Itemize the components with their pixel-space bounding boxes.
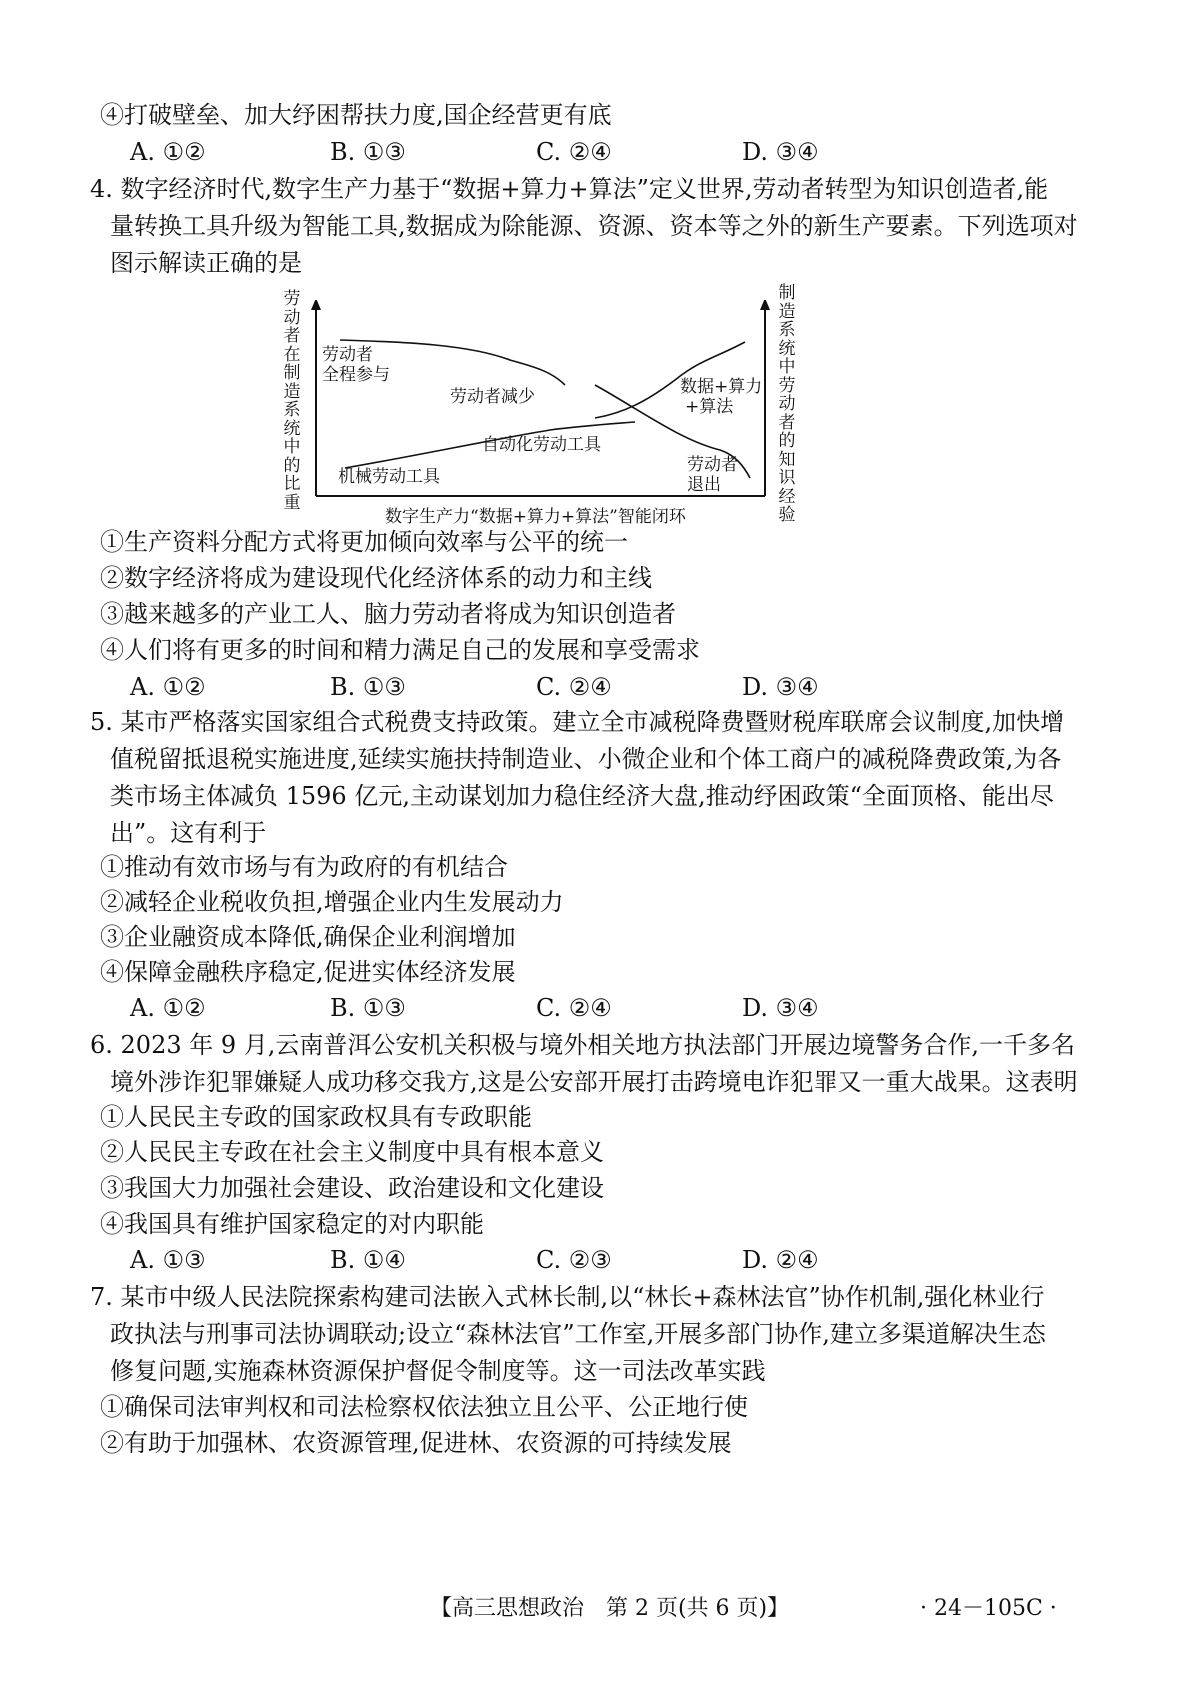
page-footer-center: 【高三思想政治 第 2 页(共 6 页)】 bbox=[430, 1596, 790, 1621]
question-6-item-3: ③我国大力加强社会建设、政治建设和文化建设 bbox=[100, 1174, 604, 1202]
page-footer-right: · 24－105C · bbox=[920, 1596, 1057, 1621]
diagram-y-axis-left-arrow bbox=[311, 300, 321, 310]
question-4-option-c: C. ②④ bbox=[536, 673, 612, 701]
label-full-participation-line-1: 劳动者 bbox=[322, 345, 373, 365]
label-data-compute-line-1: 数据+算力 bbox=[680, 377, 763, 397]
question-5-option-b: B. ①③ bbox=[330, 994, 406, 1022]
question-7-stem-line-2: 政执法与刑事司法协调联动;设立“森林法官”工作室,开展多部门协作,建立多渠道解决生态 bbox=[110, 1320, 1046, 1348]
question-6-option-b: B. ①④ bbox=[330, 1246, 406, 1274]
question-5-option-a: A. ①② bbox=[130, 994, 206, 1022]
question-3-option-a: A. ①② bbox=[130, 138, 206, 166]
label-full-participation-line-2: 全程参与 bbox=[322, 365, 390, 385]
question-4-option-a: A. ①② bbox=[130, 673, 206, 701]
question-3-item-4: ④打破壁垒、加大纾困帮扶力度,国企经营更有底 bbox=[100, 101, 612, 129]
question-5-stem-line-3: 类市场主体减负 1596 亿元,主动谋划加力稳住经济大盘,推动纾困政策“全面顶格、能出尽 bbox=[110, 782, 1054, 810]
question-4-item-1: ①生产资料分配方式将更加倾向效率与公平的统一 bbox=[100, 528, 628, 556]
question-5-options bbox=[130, 993, 1130, 1023]
diagram-left-axis-label: 劳动者在制造系统中的比重 bbox=[283, 289, 301, 513]
question-7-stem-line-1: 7. 某市中级人民法院探索构建司法嵌入式林长制,以“林长+森林法官”协作机制,强化林业行 bbox=[90, 1283, 1045, 1311]
question-5-option-d: D. ③④ bbox=[742, 994, 819, 1022]
label-labor-decrease: 劳动者减少 bbox=[450, 387, 535, 407]
question-4-item-3: ③越来越多的产业工人、脑力劳动者将成为知识创造者 bbox=[100, 600, 676, 628]
question-6-option-a: A. ①③ bbox=[130, 1246, 206, 1274]
question-7-stem-line-3: 修复问题,实施森林资源保护督促令制度等。这一司法改革实践 bbox=[110, 1357, 766, 1385]
question-4-item-2: ②数字经济将成为建设现代化经济体系的动力和主线 bbox=[100, 564, 652, 592]
question-6-option-c: C. ②③ bbox=[536, 1246, 612, 1274]
question-6-item-1: ①人民民主专政的国家政权具有专政职能 bbox=[100, 1103, 532, 1131]
question-5-stem-line-1: 5. 某市严格落实国家组合式税费支持政策。建立全市减税降费暨财税库联席会议制度,加快增 bbox=[90, 708, 1065, 736]
label-data-compute-line-2: +算法 bbox=[685, 397, 734, 417]
question-5-option-c: C. ②④ bbox=[536, 994, 612, 1022]
question-6-item-4: ④我国具有维护国家稳定的对内职能 bbox=[100, 1210, 484, 1238]
question-5-item-4: ④保障金融秩序稳定,促进实体经济发展 bbox=[100, 958, 516, 986]
question-7-item-1: ①确保司法审判权和司法检察权依法独立且公平、公正地行使 bbox=[100, 1393, 748, 1421]
diagram-right-axis-label: 制造系统中劳动者的知识经验 bbox=[778, 283, 796, 525]
question-6-options bbox=[130, 1245, 1130, 1275]
question-6-item-2: ②人民民主专政在社会主义制度中具有根本意义 bbox=[100, 1138, 604, 1166]
question-3-option-d: D. ③④ bbox=[742, 138, 819, 166]
question-4-option-d: D. ③④ bbox=[742, 673, 819, 701]
question-4-options bbox=[130, 672, 1130, 702]
question-5-item-1: ①推动有效市场与有为政府的有机结合 bbox=[100, 853, 508, 881]
label-labor-exit-line-1: 劳动者 bbox=[687, 455, 738, 475]
question-4-stem-line-2: 量转换工具升级为智能工具,数据成为除能源、资源、资本等之外的新生产要素。下列选项对 bbox=[110, 212, 1078, 240]
question-6-stem-line-1: 6. 2023 年 9 月,云南普洱公安机关积极与境外相关地方执法部门开展边境警务合作,一千多名 bbox=[90, 1031, 1076, 1059]
question-4-stem-line-3: 图示解读正确的是 bbox=[110, 249, 302, 277]
label-automation-tool: 自动化劳动工具 bbox=[482, 435, 601, 455]
diagram-canvas bbox=[310, 300, 910, 530]
question-5-stem-line-2: 值税留抵退税实施进度,延续实施扶持制造业、小微企业和个体工商户的减税降费政策,为各 bbox=[110, 745, 1062, 773]
question-7-item-2: ②有助于加强林、农资源管理,促进林、农资源的可持续发展 bbox=[100, 1429, 732, 1457]
question-3-options bbox=[130, 137, 1130, 167]
question-4-stem-line-1: 4. 数字经济时代,数字生产力基于“数据+算力+算法”定义世界,劳动者转型为知识创造者,能 bbox=[90, 175, 1049, 203]
question-5-item-2: ②减轻企业税收负担,增强企业内生发展动力 bbox=[100, 888, 564, 916]
question-5-stem-line-4: 出”。这有利于 bbox=[110, 819, 267, 847]
label-labor-exit-line-2: 退出 bbox=[687, 475, 721, 495]
question-4-option-b: B. ①③ bbox=[330, 673, 406, 701]
question-6-stem-line-2: 境外涉诈犯罪嫌疑人成功移交我方,这是公安部开展打击跨境电诈犯罪又一重大战果。这表明 bbox=[110, 1068, 1078, 1096]
question-5-item-3: ③企业融资成本降低,确保企业利润增加 bbox=[100, 923, 516, 951]
diagram-y-axis-right-arrow bbox=[760, 300, 770, 310]
question-3-option-c: C. ②④ bbox=[536, 138, 612, 166]
question-6-option-d: D. ②④ bbox=[742, 1246, 819, 1274]
question-3-option-b: B. ①③ bbox=[330, 138, 406, 166]
diagram-x-axis-label: 数字生产力“数据+算力+算法”智能闭环 bbox=[385, 507, 686, 527]
label-mechanical-tool: 机械劳动工具 bbox=[338, 467, 440, 487]
question-4-item-4: ④人们将有更多的时间和精力满足自己的发展和享受需求 bbox=[100, 636, 700, 664]
